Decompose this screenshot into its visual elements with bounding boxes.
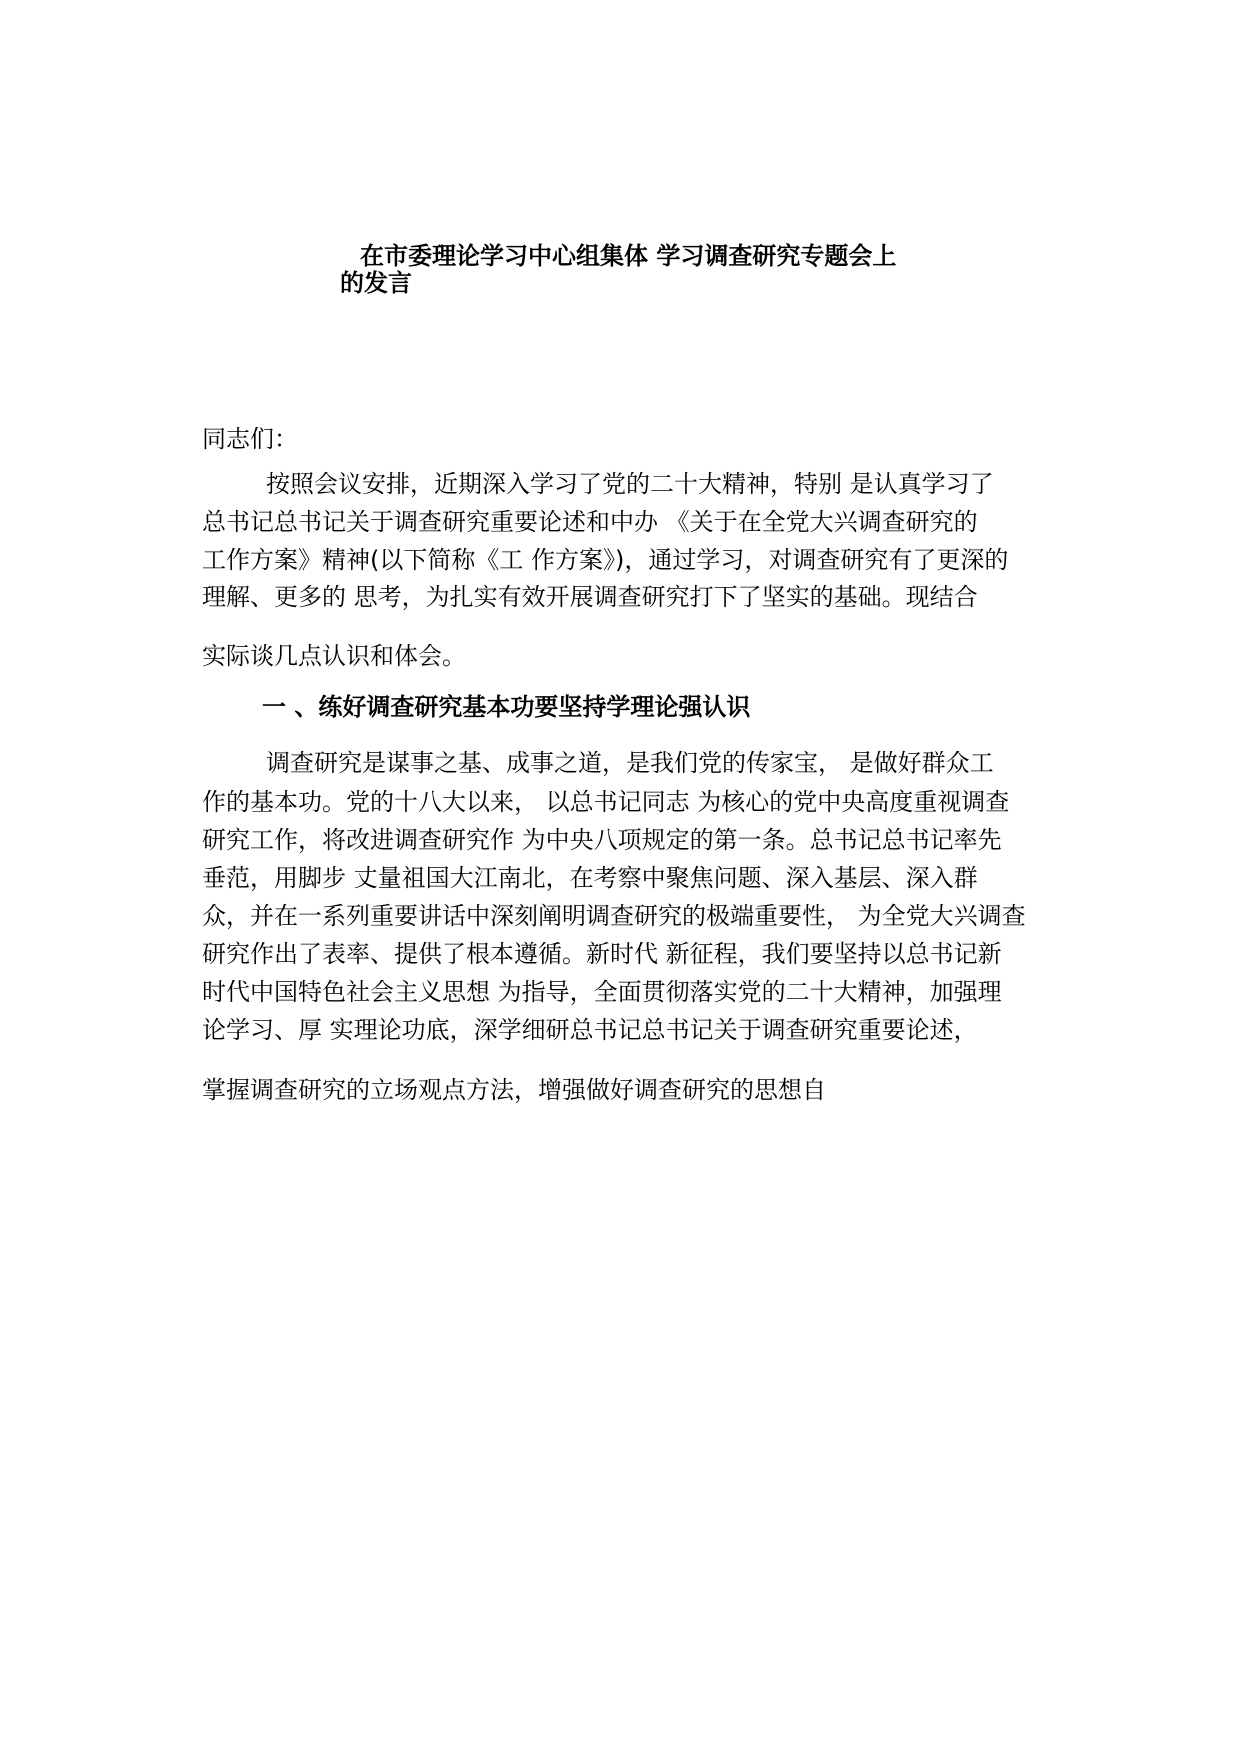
title-line-1: 在市委理论学习中心组集体 学习调查研究专题会上 xyxy=(360,242,897,270)
document-title xyxy=(340,243,960,297)
paragraph-1-line-3: 工作方案》精神(以下简称《工 作方案》)，通过学习，对调查研究有了更深的 xyxy=(202,546,1009,574)
paragraph-2-line-5: 众，并在一系列重要讲话中深刻阐明调查研究的极端重要性， 为全党大兴调查 xyxy=(202,902,1026,930)
paragraph-2-line-1: 调查研究是谋事之基、成事之道，是我们党的传家宝， 是做好群众工 xyxy=(266,749,994,777)
section-heading-1: 一 、练好调查研究基本功要坚持学理论强认识 xyxy=(262,693,751,721)
paragraph-2-line-7: 时代中国特色社会主义思想 为指导，全面贯彻落实党的二十大精神，加强理 xyxy=(202,978,1002,1006)
paragraph-2-line-3: 研究工作，将改进调查研究作 为中央八项规定的第一条。总书记总书记率先 xyxy=(202,826,1002,854)
paragraph-2-line-9: 掌握调查研究的立场观点方法，增强做好调查研究的思想自 xyxy=(202,1076,826,1104)
paragraph-2-line-4: 垂范，用脚步 丈量祖国大江南北，在考察中聚焦问题、深入基层、深入群 xyxy=(202,864,978,892)
paragraph-2-line-8: 论学习、厚 实理论功底，深学细研总书记总书记关于调查研究重要论述， xyxy=(202,1016,978,1044)
paragraph-2-line-6: 研究作出了表率、提供了根本遵循。新时代 新征程，我们要坚持以总书记新 xyxy=(202,940,1002,968)
title-line-2: 的发言 xyxy=(340,269,412,297)
paragraph-1-line-4: 理解、更多的 思考，为扎实有效开展调查研究打下了坚实的基础。现结合 xyxy=(202,583,978,611)
salutation: 同志们： xyxy=(202,425,298,453)
paragraph-2-line-2: 作的基本功。党的十八大以来， 以总书记同志 为核心的党中央高度重视调查 xyxy=(202,788,1010,816)
paragraph-1-line-2: 总书记总书记关于调查研究重要论述和中办 《关于在全党大兴调查研究的 xyxy=(202,508,978,536)
paragraph-1-line-5: 实际谈几点认识和体会。 xyxy=(202,642,466,670)
paragraph-1-line-1: 按照会议安排，近期深入学习了党的二十大精神，特别 是认真学习了 xyxy=(266,470,994,498)
